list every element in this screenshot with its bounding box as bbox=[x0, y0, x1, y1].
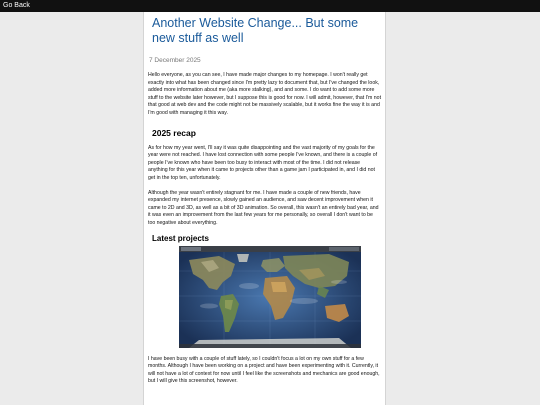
article-date: 7 December 2025 bbox=[149, 57, 201, 64]
article-page bbox=[143, 12, 386, 405]
projects-heading: Latest projects bbox=[152, 233, 209, 243]
recap-paragraph-2: Although the year wasn't entirely stagnant for me. I have made a couple of new friends, have expanded my internet presence, slowly gained an audience, and saw decent improvement when it came to 2D and 3D, as well as a bit of 3D animation. So overall, this wasn't an entirely bad year, and it was even an improvement from the last few years for me personally, so overall I don't want to be too negative about everything. bbox=[148, 189, 379, 226]
world-map-image bbox=[179, 246, 361, 348]
projects-paragraph: I have been busy with a couple of stuff lately, so I couldn't focus a lot on my own stuff for a few months. Although I have been working on a project and have been experimenting with it. Currently, it will not have a lot of context for now until I feel like the screenshots and mechanics are good enough, but I will give this screenshot, however. bbox=[148, 355, 380, 385]
world-map-screenshot bbox=[179, 246, 361, 348]
top-bar bbox=[0, 0, 540, 12]
recap-heading: 2025 recap bbox=[152, 127, 196, 138]
article-content bbox=[148, 16, 381, 386]
recap-paragraph-1: As for how my year went, I'll say it was quite disappointing and the vast majority of my goals for the year were not reached. I have lost connection with some people I've known, and there is a couple of people I've known who have been too busy to interact with most of the time. I did not release anything for this year when it came to projects other than a game jam I participated in, and I did not get in the top ten, unfortunately. bbox=[148, 144, 378, 181]
intro-paragraph: Hello everyone, as you can see, I have made major changes to my homepage. I won't really get exactly into what has been changed since I'm pretty lazy to document that, but I've changed the look, added more information about me (aka more stalking), and and some. I do want to add some more stuff to the website later however, but I suppose this is good for now. I will admit, however, that I'm not that good at web dev and the code might not be massively scalable, but it works fine the way it is and I'm good with managing it this way. bbox=[148, 72, 382, 116]
article-title: Another Website Change... But some new stuff as well bbox=[152, 16, 359, 45]
go-back-button[interactable]: Go Back bbox=[3, 2, 30, 9]
